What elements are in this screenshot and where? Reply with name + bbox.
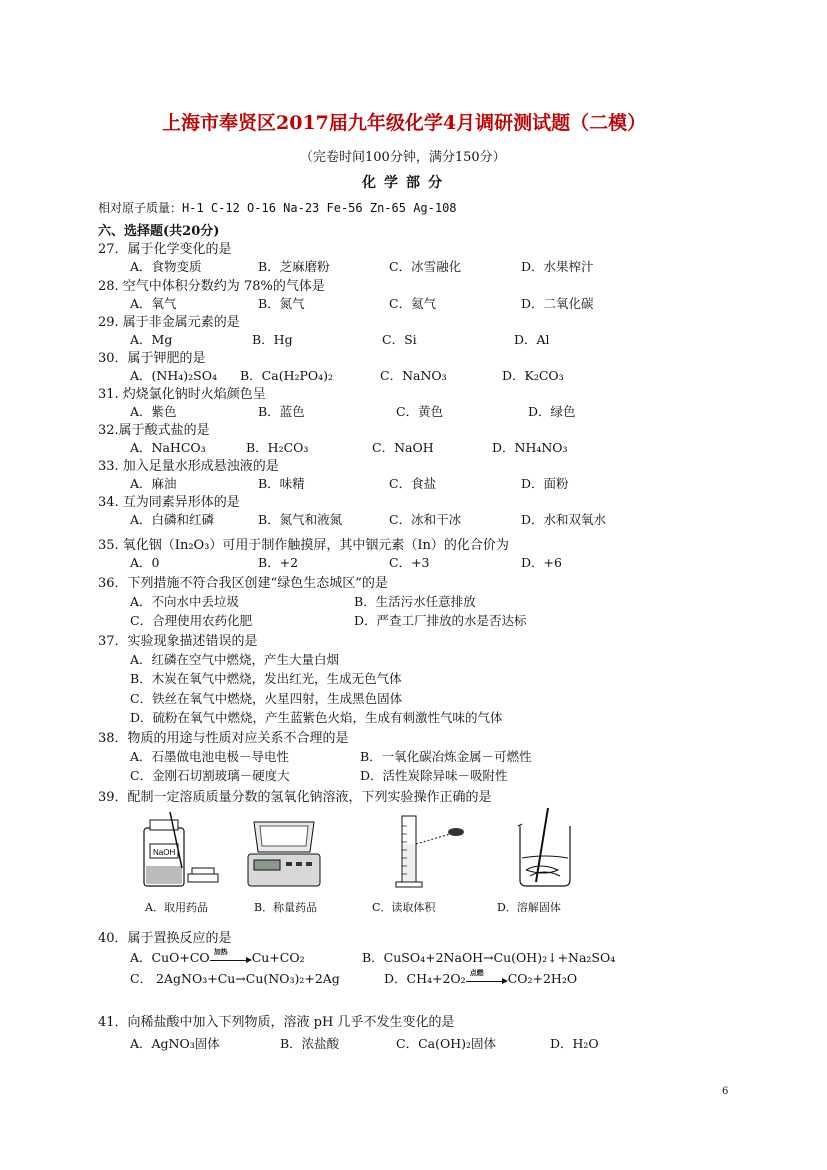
- question-35-stem: 35. 氧化铟（In₂O₃）可用于制作触摸屏，其中铟元素（In）的化合价为: [98, 538, 509, 553]
- q35-option-c: C．+3: [389, 555, 430, 570]
- reagent-label: NaOH: [153, 848, 176, 857]
- q41-option-d: D．H₂O: [550, 1036, 599, 1051]
- q40-option-d: D．CH₄+2O₂ 点燃 CO₂+2H₂O: [384, 967, 578, 986]
- q29-option-b: B．Hg: [252, 332, 293, 347]
- q30-option-c: C．NaNO₃: [380, 368, 447, 383]
- q33-option-b: B．味精: [258, 476, 305, 491]
- figure-weigh-reagent: [246, 818, 322, 890]
- section-title: 六、选择题(共20分): [98, 224, 220, 239]
- q33-option-c: C．食盐: [389, 476, 437, 491]
- q36-option-c: C．合理使用农药化肥: [130, 613, 253, 628]
- q31-option-b: B．蓝色: [258, 404, 305, 419]
- q28-option-a: A．氧气: [130, 296, 177, 311]
- question-29-stem: 29. 属于非金属元素的是: [98, 315, 240, 330]
- q40-option-a: A．CuO+CO 加热 Cu+CO₂: [130, 946, 305, 965]
- q39-caption-c: C．读取体积: [372, 901, 436, 914]
- question-28-stem: 28. 空气中体积分数约为 78%的气体是: [98, 279, 325, 294]
- question-37-stem: 37．实验现象描述错误的是: [98, 634, 258, 649]
- q30-option-d: D．K₂CO₃: [502, 368, 564, 383]
- q40-option-c: C． 2AgNO₃+Cu→Cu(NO₃)₂+2Ag: [130, 971, 340, 986]
- q29-option-a: A．Mg: [130, 332, 173, 347]
- q31-option-d: D．绿色: [528, 404, 576, 419]
- figure-dissolve-solid: [514, 806, 578, 890]
- q36-option-a: A．不向水中丢垃圾: [130, 594, 240, 609]
- q30-option-a: A．(NH₄)₂SO₄: [130, 368, 217, 383]
- q39-caption-d: D．溶解固体: [497, 901, 561, 914]
- q40-option-b: B．CuSO₄+2NaOH→Cu(OH)₂↓+Na₂SO₄: [362, 950, 616, 965]
- question-38-stem: 38．物质的用途与性质对应关系不合理的是: [98, 731, 349, 746]
- q28-option-d: D．二氧化碳: [521, 296, 594, 311]
- question-30-stem: 30．属于钾肥的是: [98, 351, 206, 366]
- q27-option-c: C．冰雪融化: [389, 259, 462, 274]
- q29-option-d: D．Al: [514, 332, 550, 347]
- q33-option-a: A．麻油: [130, 476, 177, 491]
- question-31-stem: 31. 灼烧氯化钠时火焰颜色呈: [98, 387, 266, 402]
- q34-option-c: C．冰和干冰: [389, 512, 462, 527]
- question-34-stem: 34. 互为同素异形体的是: [98, 495, 240, 510]
- q32-option-a: A．NaHCO₃: [130, 440, 206, 455]
- q27-option-d: D．水果榨汁: [521, 259, 594, 274]
- q35-option-a: A．0: [130, 555, 160, 570]
- q41-option-b: B．浓盐酸: [280, 1036, 340, 1051]
- q36-option-d: D．严查工厂排放的水是否达标: [354, 613, 527, 628]
- q41-option-a: A．AgNO₃固体: [130, 1036, 220, 1051]
- q35-option-d: D．+6: [521, 555, 562, 570]
- q30-option-b: B．Ca(H₂PO₄)₂: [240, 368, 334, 383]
- question-39-stem: 39．配制一定溶质质量分数的氢氧化钠溶液，下列实验操作正确的是: [98, 790, 492, 805]
- q37-option-a: A．红磷在空气中燃烧，产生大量白烟: [130, 652, 340, 667]
- q31-option-c: C．黄色: [396, 404, 444, 419]
- q37-option-c: C．铁丝在氧气中燃烧，火星四射，生成黑色固体: [130, 691, 403, 706]
- q28-option-c: C．氦气: [389, 296, 437, 311]
- q38-option-c: C．金刚石切割玻璃－硬度大: [130, 768, 290, 783]
- q29-option-c: C．Si: [382, 332, 417, 347]
- arrow-icon: 点燃: [466, 975, 508, 985]
- question-27-stem: 27．属于化学变化的是: [98, 242, 232, 257]
- q32-option-d: D．NH₄NO₃: [492, 440, 568, 455]
- q33-option-d: D．面粉: [521, 476, 569, 491]
- question-33-stem: 33. 加入足量水形成悬浊液的是: [98, 459, 279, 474]
- q41-option-c: C．Ca(OH)₂固体: [396, 1036, 496, 1051]
- q38-option-d: D．活性炭除异味－吸附性: [360, 768, 508, 783]
- arrow-icon: 加热: [210, 954, 252, 964]
- q36-option-b: B．生活污水任意排放: [354, 594, 476, 609]
- page-title: 上海市奉贤区2017届九年级化学4月调研测试题（二模）: [162, 112, 647, 134]
- q27-option-b: B．芝麻磨粉: [258, 259, 330, 274]
- q38-option-a: A．石墨做电池电极－导电性: [130, 749, 290, 764]
- q27-option-a: A．食物变质: [130, 259, 202, 274]
- q28-option-b: B．氮气: [258, 296, 305, 311]
- q34-option-d: D．水和双氧水: [521, 512, 607, 527]
- figure-read-volume: [394, 812, 474, 890]
- q37-option-b: B．木炭在氧气中燃烧，发出红光，生成无色气体: [130, 671, 402, 686]
- part-header: 化学部分: [362, 175, 450, 191]
- q39-caption-b: B．称量药品: [254, 901, 318, 914]
- q31-option-a: A．紫色: [130, 404, 177, 419]
- page-number: 6: [722, 1086, 729, 1097]
- atomic-masses: 相对原子质量：H-1 C-12 O-16 Na-23 Fe-56 Zn-65 Ag-108: [98, 201, 457, 215]
- question-40-stem: 40．属于置换反应的是: [98, 931, 232, 946]
- q38-option-b: B．一氧化碳冶炼金属－可燃性: [360, 749, 532, 764]
- q35-option-b: B．+2: [258, 555, 299, 570]
- q39-caption-a: A．取用药品: [145, 901, 208, 914]
- figure-take-reagent: [140, 810, 230, 888]
- q34-option-b: B．氮气和液氮: [258, 512, 343, 527]
- question-41-stem: 41．向稀盐酸中加入下列物质，溶液 pH 几乎不发生变化的是: [98, 1015, 455, 1030]
- q37-option-d: D．硫粉在氧气中燃烧，产生蓝紫色火焰，生成有刺激性气味的气体: [130, 710, 503, 725]
- q32-option-c: C．NaOH: [372, 440, 434, 455]
- q32-option-b: B．H₂CO₃: [246, 440, 309, 455]
- q34-option-a: A．白磷和红磷: [130, 512, 215, 527]
- question-32-stem: 32.属于酸式盐的是: [98, 423, 210, 438]
- question-36-stem: 36．下列措施不符合我区创建“绿色生态城区”的是: [98, 576, 388, 591]
- exam-info: （完卷时间100分钟，满分150分）: [300, 150, 506, 165]
